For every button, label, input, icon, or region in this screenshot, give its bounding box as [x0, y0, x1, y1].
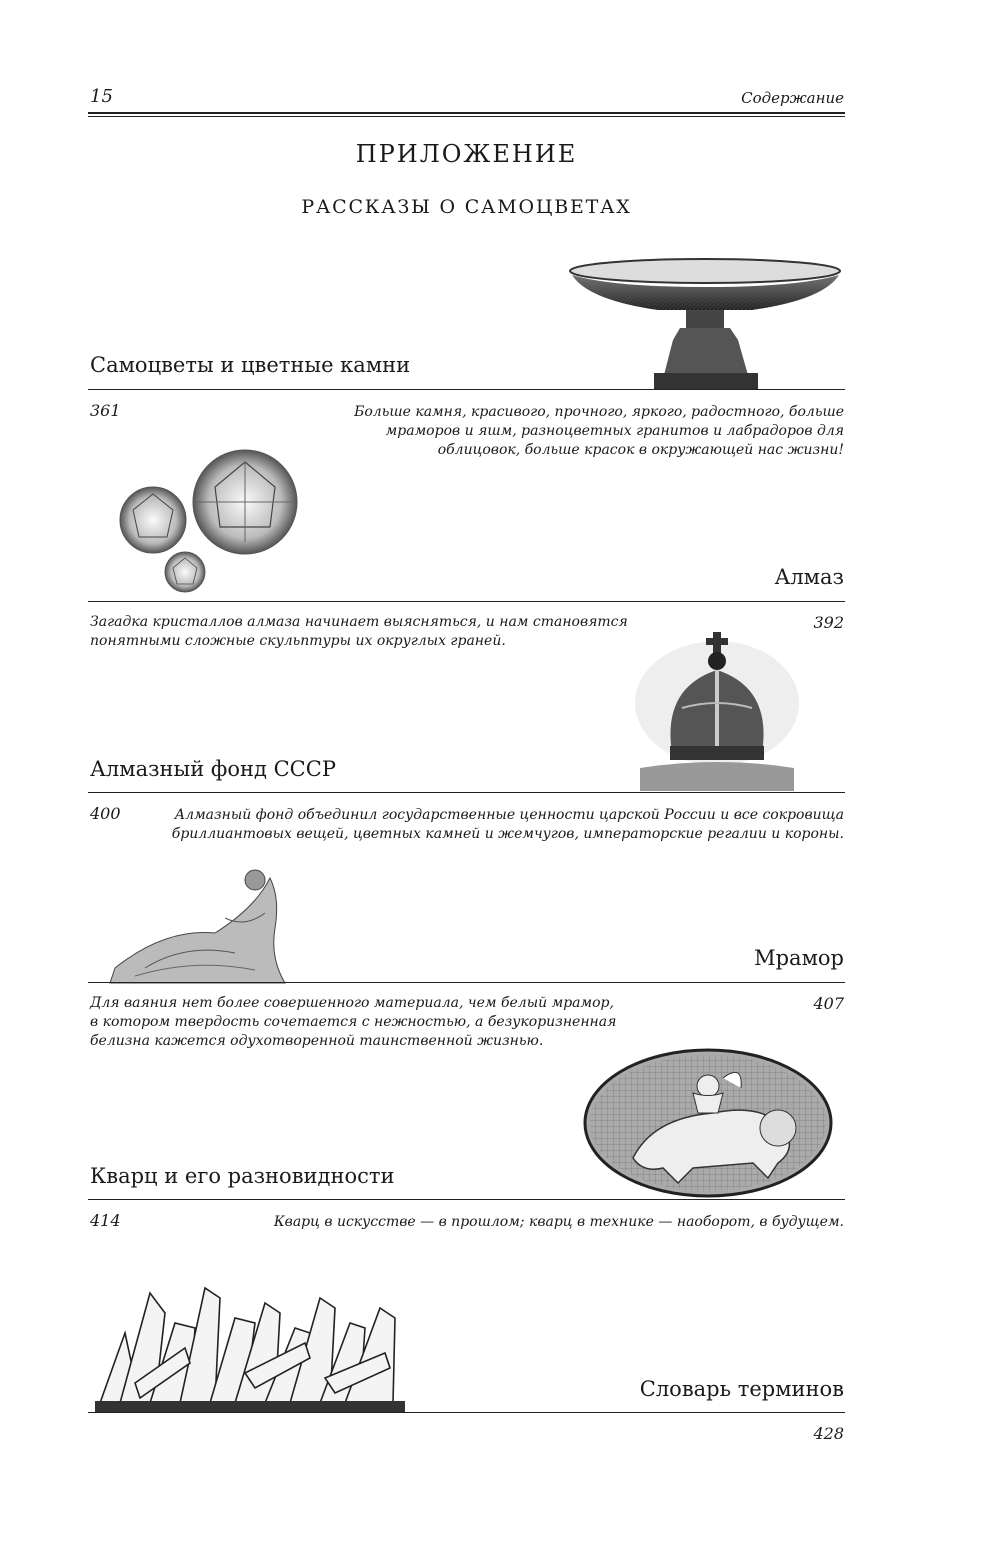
page-title: ПРИЛОЖЕНИЕ [355, 140, 578, 168]
epigraph-line: Для ваяния нет более совершенного материала, чем белый мрамор, [90, 995, 614, 1011]
epigraph-line: Алмазный фонд объединил государственные ценности царской России и все сокровища [174, 807, 844, 823]
epigraph-line: мраморов и яшм, разноцветных гранитов и лабрадоров для [385, 423, 844, 439]
section-title: Кварц и его разновидности [90, 1164, 395, 1188]
section-page: 361 [90, 401, 121, 420]
page-number: 15 [90, 86, 113, 107]
section-title: Алмазный фонд СССР [90, 757, 336, 781]
section-rule [88, 1412, 845, 1413]
running-header: Содержание [741, 89, 844, 107]
epigraph [144, 806, 844, 844]
section-page: 407 [813, 994, 844, 1013]
page-subtitle: РАССКАЗЫ О САМОЦВЕТАХ [301, 196, 632, 218]
section-title: Самоцветы и цветные камни [90, 353, 411, 377]
section-page: 428 [813, 1424, 844, 1443]
section-rule [88, 601, 845, 602]
header-rule-thin [88, 116, 845, 117]
section-title: Алмаз [774, 565, 844, 589]
header-rule [88, 112, 845, 114]
section-page: 400 [90, 804, 121, 823]
section-title: Мрамор [754, 946, 844, 970]
section-rule [88, 982, 845, 983]
section-rule [88, 792, 845, 793]
epigraph [324, 403, 844, 460]
cameo-cupid-lion-icon [583, 1048, 833, 1198]
reclining-statue-icon [105, 858, 290, 985]
section-page: 392 [813, 613, 844, 632]
epigraph-line: Кварц в искусстве — в прошлом; кварц в технике — наоборот, в будущем. [273, 1214, 844, 1230]
epigraph-line: в котором твердость сочетается с нежностью, а безукоризненная [90, 1014, 617, 1030]
diamond-gems-icon [115, 442, 300, 597]
epigraph-line: Больше камня, красивого, прочного, яркого, радостного, больше [354, 404, 844, 420]
section-page: 414 [90, 1211, 121, 1230]
section-rule [88, 389, 845, 390]
epigraph-line: облицовок, больше красок в окружающей нас жизни! [437, 442, 844, 458]
section-rule [88, 1199, 845, 1200]
epigraph-line: белизна кажется одухотворенной таинственной жизнью. [90, 1033, 544, 1049]
stone-vase-icon [568, 255, 843, 390]
quartz-crystals-icon [95, 1273, 405, 1413]
epigraph [90, 613, 660, 651]
epigraph [90, 994, 650, 1051]
section-title: Словарь терминов [639, 1377, 844, 1401]
epigraph [204, 1213, 844, 1232]
epigraph-line: Загадка кристаллов алмаза начинает выясняться, и нам становятся [90, 614, 628, 630]
imperial-crown-icon [632, 628, 802, 791]
epigraph-line: понятными сложные скульптуры их округлых граней. [90, 633, 506, 649]
epigraph-line: бриллиантовых вещей, цветных камней и жемчугов, императорские регалии и короны. [171, 826, 844, 842]
